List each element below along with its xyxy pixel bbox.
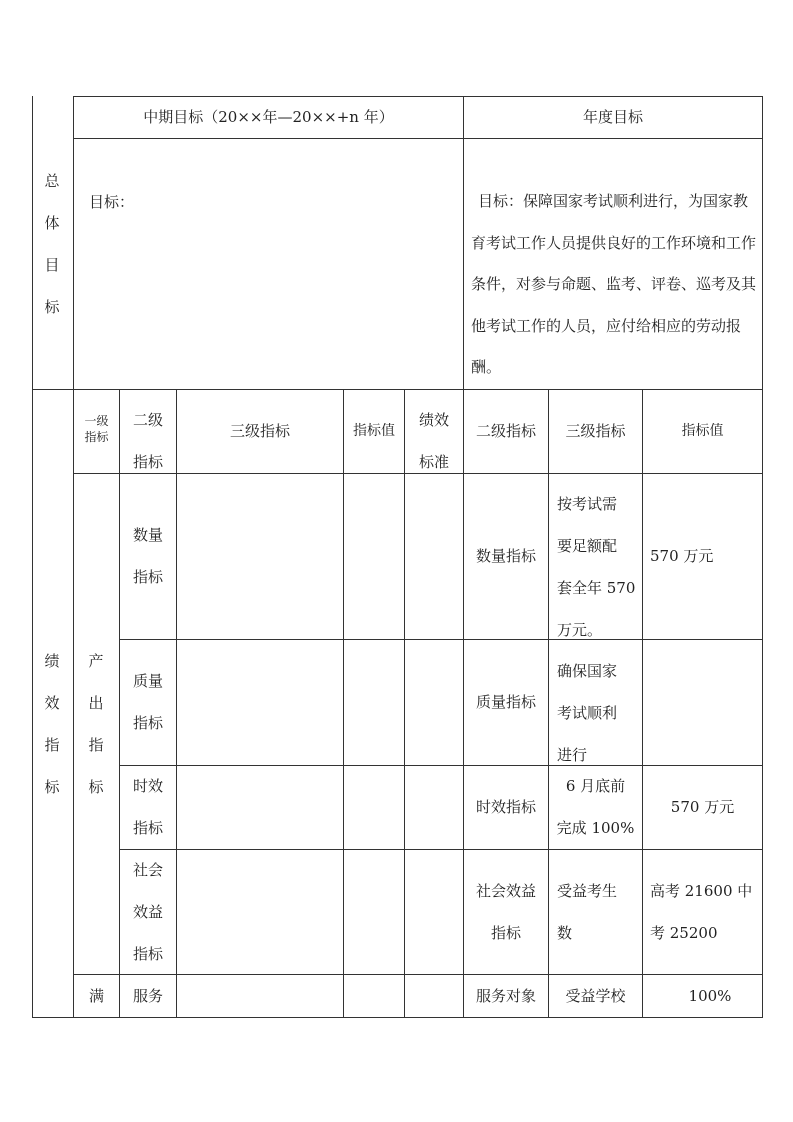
row-service-annual-value: 100%	[688, 987, 732, 1005]
rule	[73, 138, 763, 139]
row-social-benefit-annual-value: 高考 21600 中 考 25200	[650, 882, 753, 942]
rule	[176, 389, 177, 1017]
annual-goal-header: 年度目标	[582, 108, 643, 126]
row-service-annual-level3: 受益学校	[565, 987, 626, 1005]
rule	[404, 389, 405, 1017]
header-level2-indicator: 二级 指标	[132, 411, 163, 471]
rule	[32, 96, 33, 1017]
header-annual-value: 指标值	[681, 423, 724, 439]
header-performance-standard: 绩效 标准	[418, 411, 449, 471]
header-annual-level2: 二级指标	[475, 422, 536, 440]
header-level3-indicator: 三级指标	[229, 422, 290, 440]
rule	[119, 849, 763, 850]
header-annual-level3: 三级指标	[565, 422, 626, 440]
row-quality-annual-level3: 确保国家 考试顺利 进行	[557, 662, 618, 764]
row-social-benefit-annual-level2: 社会效益 指标	[475, 882, 536, 942]
rule	[32, 1017, 763, 1018]
row-social-benefit-annual-level3: 受益考生 数	[557, 882, 618, 942]
row-service-level2: 服务	[132, 987, 163, 1005]
row-quantity-annual-level2: 数量指标	[475, 547, 536, 565]
header-indicator-value: 指标值	[353, 423, 395, 439]
row-timeliness-annual-level2: 时效指标	[475, 798, 536, 816]
row-quantity-annual-value: 570 万元	[650, 547, 714, 565]
row-quantity-annual-level3: 按考试需 要足额配 套全年 570 万元。	[557, 495, 636, 639]
rule	[32, 389, 763, 390]
row-service-annual-level2: 服务对象	[475, 987, 536, 1005]
row-timeliness-annual-level3: 6 月底前 完成 100%	[556, 777, 635, 837]
rule	[642, 389, 643, 1017]
rule	[73, 96, 763, 97]
row-social-benefit-level2: 社会 效益 指标	[132, 861, 163, 963]
rule	[119, 639, 763, 640]
performance-indicator-side-label: 绩 效 指 标	[44, 652, 60, 796]
annual-goal-text: 目标：保障国家考试顺利进行，为国家教育考试工作人员提供良好的工作环境和工作条件，对参与命题、监考、评卷、巡考及其他考试工作的人员，应付给相应的劳动报酬。	[471, 192, 757, 376]
rule	[119, 765, 763, 766]
satisfaction-indicator-label: 满	[88, 987, 104, 1005]
mid-term-goal-header: 中期目标（20××年—20××+n 年）	[143, 108, 394, 126]
row-timeliness-annual-value: 570 万元	[670, 798, 735, 816]
overall-goal-side-label: 总 体 目 标	[44, 172, 60, 316]
row-timeliness-level2: 时效 指标	[132, 777, 163, 837]
rule	[73, 96, 74, 1017]
mid-term-goal-label: 目标：	[89, 193, 135, 211]
rule	[343, 389, 344, 1017]
row-quantity-level2: 数量 指标	[132, 526, 163, 586]
rule	[762, 96, 763, 1017]
rule	[548, 389, 549, 1017]
header-level1-indicator: 一级 指标	[84, 414, 109, 444]
row-quality-annual-level2: 质量指标	[475, 693, 536, 711]
output-indicator-label: 产 出 指 标	[88, 652, 104, 796]
row-quality-level2: 质量 指标	[132, 672, 163, 732]
